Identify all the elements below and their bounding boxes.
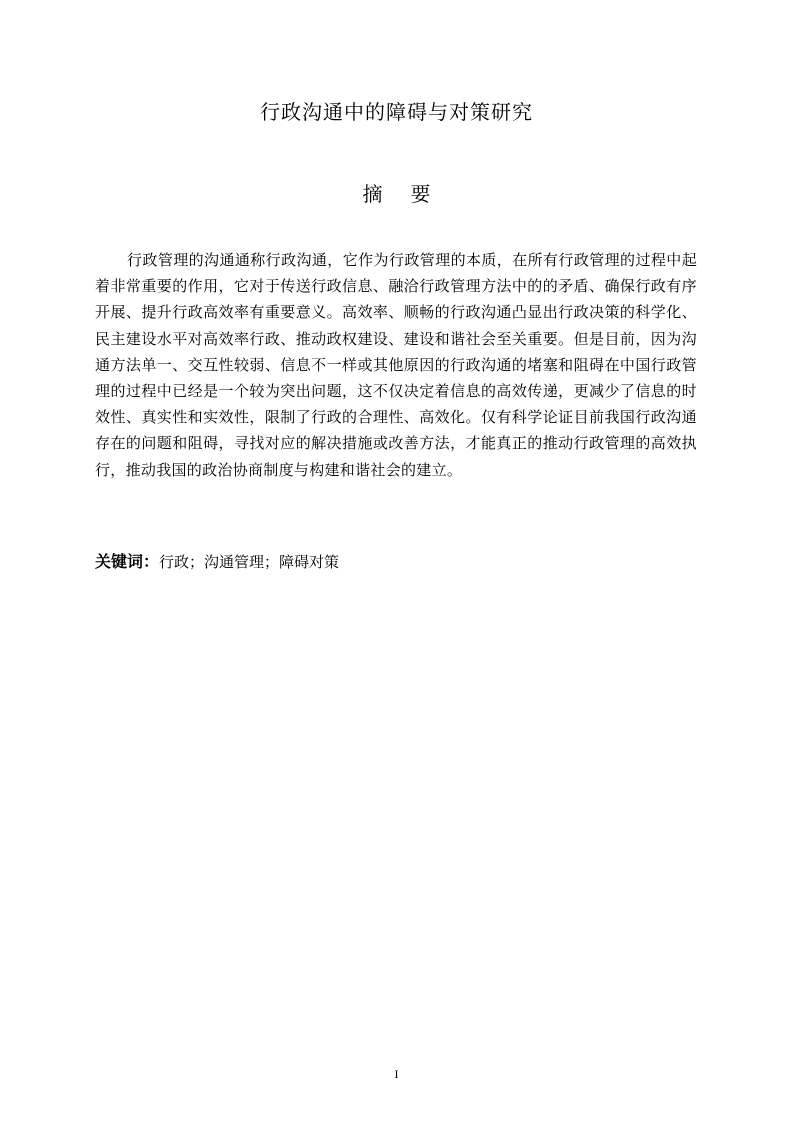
abstract-heading-first-char: 摘 [362,182,383,206]
abstract-heading-second-char: 要 [410,182,431,206]
keywords-value: 行政；沟通管理；障碍对策 [159,553,340,571]
keywords-label: 关键词： [95,552,160,571]
page-number: I [394,1067,399,1081]
abstract-heading [0,180,793,208]
abstract-paragraph: 行政管理的沟通通称行政沟通，它作为行政管理的本质，在所有行政管理的过程中起着非常重要的作用，它对于传送行政信息、融洽行政管理方法中的的矛盾、确保行政有序开展、提升行政高效率有重要意义。高效率、顺畅的行政沟通凸显出行政决策的科学化、民主建设水平对高效率行政、推动政权建设、建设和谐社会至关重要。但是目前，因为沟通方法单一、交互性较弱、信息不一样或其他原因的行政沟通的堵塞和阻碍在中国行政管理的过程中已经是一个较为突出问题，这不仅决定着信息的高效传递，更减少了信息的时效性、真实性和实效性，限制了行政的合理性、高效化。仅有科学论证目前我国行政沟通存在的问题和阻碍，寻找对应的解决措施或改善方法，才能真正的推动行政管理的高效执行，推动我国的政治协商制度与构建和谐社会的建立。 [95,251,697,479]
document-title: 行政沟通中的障碍与对策研究 [260,100,533,124]
keywords-line [95,550,695,574]
